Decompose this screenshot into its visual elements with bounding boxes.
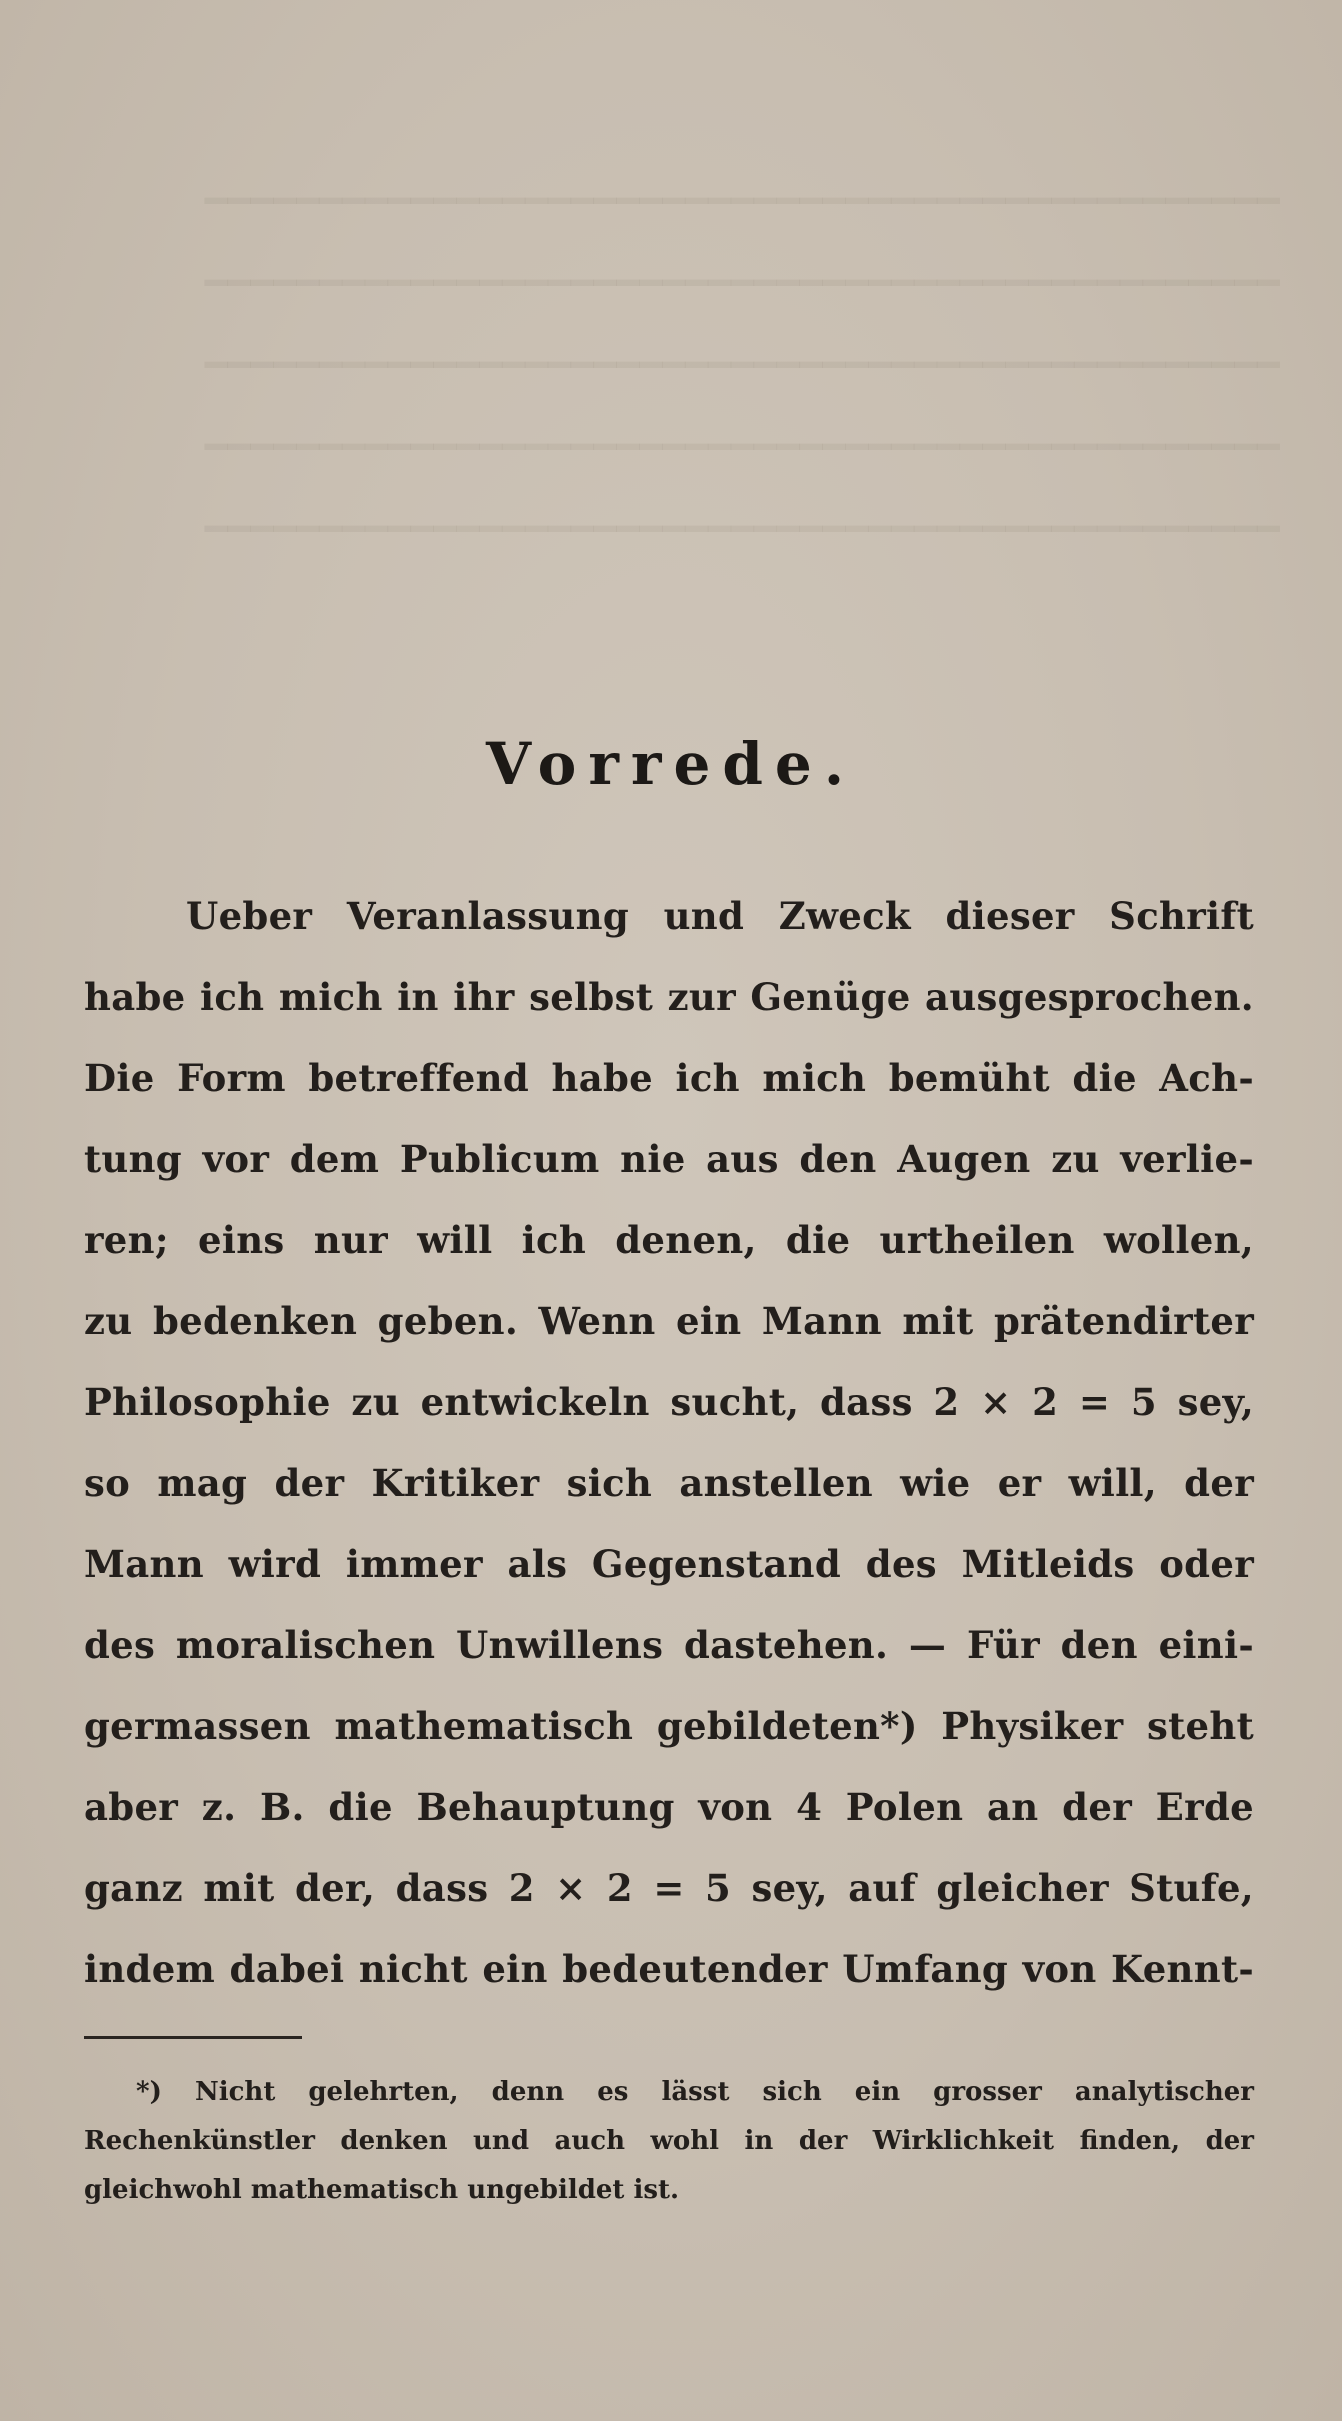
footnote-line: Rechenkünstler denken und auch wohl in der Wirklichkeit finden, der (84, 2126, 1254, 2156)
body-line: germassen mathematisch gebildeten*) Physiker steht (84, 1704, 1254, 1748)
chapter-title: Vorrede. (485, 730, 857, 798)
body-line: Ueber Veranlassung und Zweck dieser Schrift (186, 894, 1254, 938)
body-line: ganz mit der, dass 2 × 2 = 5 sey, auf gleicher Stufe, (84, 1866, 1254, 1910)
footnote-line: gleichwohl mathematisch ungebildet ist. (84, 2175, 680, 2205)
body-line: Die Form betreffend habe ich mich bemüht die Ach- (84, 1056, 1254, 1100)
body-line: zu bedenken geben. Wenn ein Mann mit prätendirter (84, 1299, 1254, 1343)
body-line: Mann wird immer als Gegenstand des Mitleids oder (84, 1542, 1254, 1586)
body-line: indem dabei nicht ein bedeutender Umfang von Kennt- (84, 1947, 1254, 1991)
body-line: tung vor dem Publicum nie aus den Augen zu verlie- (84, 1137, 1254, 1181)
body-line: des moralischen Unwillens dastehen. — Für den eini- (84, 1623, 1254, 1667)
footnote-line: *) Nicht gelehrten, denn es lässt sich ein grosser analytischer (136, 2077, 1254, 2107)
footnote-separator (84, 2036, 302, 2039)
body-text (84, 876, 1254, 2010)
body-line: so mag der Kritiker sich anstellen wie er will, der (84, 1461, 1254, 1505)
body-line: ren; eins nur will ich denen, die urtheilen wollen, (84, 1218, 1254, 1262)
body-line: aber z. B. die Behauptung von 4 Polen an der Erde (84, 1785, 1254, 1829)
show-through-texture: ━━━━━━━━━━━━━━━━━━━━━━━━━━━━━━━━━━━━━━━━━━━━━━━ ━━━━━━━━━━━━━━━━━━━━━━━━━━━━━━━━━━━━━━━━━━━━━━━ ━━━━━━━━━━━━━━━━━━━━━━━━━━━━━━━━━━━━━━━━━━━━━━━ ━━━━━━━━━━━━━━━━━━━━━━━━━━━━━━━━━━━━━━━━━━━━━━━ ━━━━━━━━━━━━━━━━━━━━━━━━━━━━━━━━━━━━━━━━━━━━━━━ (204, 179, 1280, 551)
body-line: habe ich mich in ihr selbst zur Genüge ausgesprochen. (84, 975, 1254, 1019)
body-line: Philosophie zu entwickeln sucht, dass 2 × 2 = 5 sey, (84, 1380, 1254, 1424)
footnote (84, 2068, 1254, 2215)
